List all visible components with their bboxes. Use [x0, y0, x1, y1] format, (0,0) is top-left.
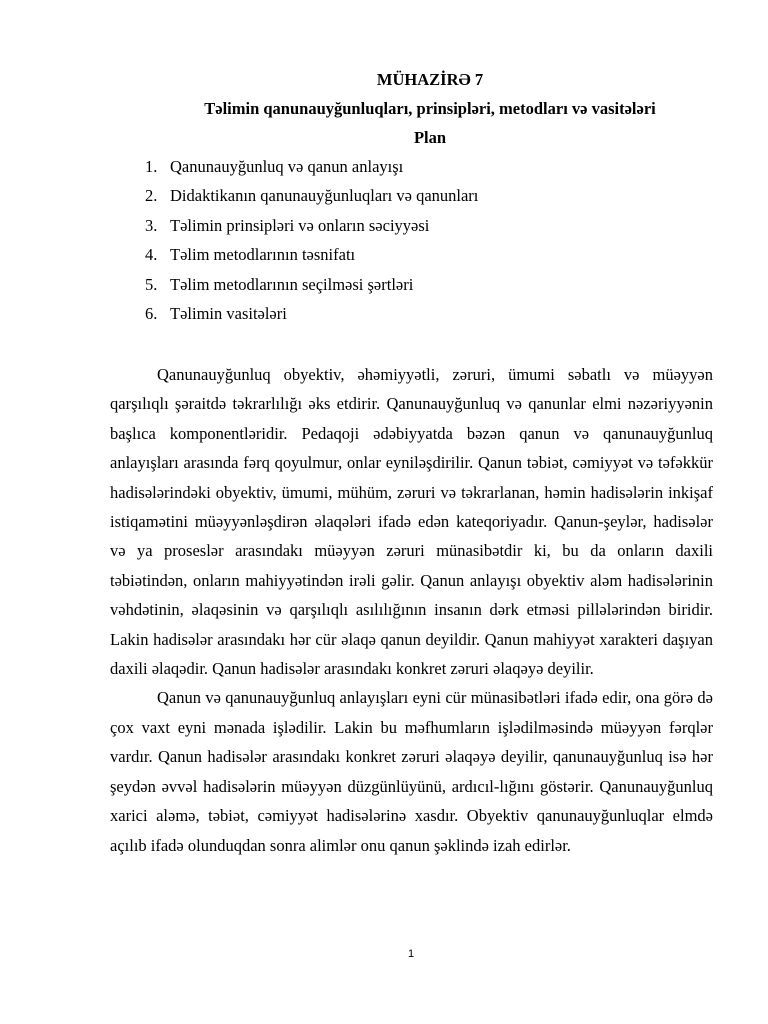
plan-item-text: Təlimin prinsipləri və onların səciyyəsi [170, 215, 430, 235]
body-text [110, 360, 713, 860]
plan-item [145, 155, 478, 184]
plan-item-text: Təlimin vasitələri [170, 303, 287, 323]
plan-item-text: Qanunauyğunluq və qanun anlayışı [170, 157, 404, 176]
lecture-title: Təlimin qanunauyğunluqları, prinsipləri, metodları və vasitələri [204, 99, 656, 118]
plan-heading: Plan [413, 128, 447, 147]
body-paragraph: Qanun və qanunauyğunluq anlayışları eyni cür münasibətləri ifadə edir, ona görə də çox vaxt eyni mənada işlədilir. Lakin bu məfhumların işlədilməsində müəyyən fərqlər vardır. Qanun hadisələr arasındakı konkret zəruri əlaqəyə deyilir, qanunauyğunluq isə hər şeydən əvvəl hadisələrin müəyyən düzgünlüyünü, ardıcıl-lığını göstərir. Qanunauyğunluq xarici aləmə, təbiət, cəmiyyət hadisələrinə xasdır. Obyektiv qanunauyğunluqlar elmdə açılıb ifadə olunduqdan sonra alimlər onu qanun şəklində izah edirlər. [110, 688, 713, 855]
plan-item [145, 243, 478, 272]
lecture-number-heading: MÜHAZİRƏ 7 [376, 70, 484, 89]
page-number: 1 [407, 948, 415, 960]
plan-item-text: Təlim metodlarının seçilməsi şərtləri [170, 274, 414, 294]
plan-item [145, 184, 478, 213]
plan-item-number: 2. [145, 186, 158, 206]
plan-item-text: Didaktikanın qanunauyğunluqları və qanunları [170, 186, 479, 206]
plan-item-number: 4. [145, 245, 158, 265]
plan-list [145, 155, 478, 331]
plan-item-number: 6. [145, 303, 158, 323]
plan-item [145, 302, 478, 331]
plan-item-number: 3. [145, 215, 158, 235]
plan-item [145, 273, 478, 302]
body-paragraph: Qanunauyğunluq obyektiv, əhəmiyyətli, zəruri, ümumi səbatlı və müəyyən qarşılıqlı şəraitdə təkrarlılığı əks etdirir. Qanunauyğunluq və qanunlar elmi nəzəriyyənin başlıca komponentləridir. Pedaqoji ədəbiyyatda bəzən qanun və qanunauyğunluq anlayışları arasında fərq qoyulmur, onlar eyniləşdirilir. Qanun təbiət, cəmiyyət və təfəkkür hadisələrindəki obyektiv, ümumi, mühüm, zəruri və təkrarlanan, həmin hadisələrin inkişaf istiqamətini müəyyənləşdirən əlaqələri ifadə edən kateqoriyadır. Qanun-şeylər, hadisələr və ya proseslər arasındakı müəyyən zəruri münasibətdir ki, bu da onların daxili təbiətindən, onların mahiyyətindən irəli gəlir. Qanun anlayışı obyektiv aləm hadisələrinin vəhdətinin, əlaqəsinin və qarşılıqlı asılılığının insanın dərk etməsi pillələrindən biridir. Lakin hadisələr arasındakı hər cür əlaqə qanun deyildir. Qanun mahiyyət xarakteri daşıyan daxili əlaqədir. Qanun hadisələr arasındakı konkret zəruri əlaqəyə deyilir. [110, 365, 713, 679]
plan-item [145, 214, 478, 243]
plan-item-text: Təlim metodlarının təsnifatı [170, 245, 356, 265]
plan-item-number: 1. [145, 157, 158, 176]
plan-item-number: 5. [145, 274, 158, 294]
